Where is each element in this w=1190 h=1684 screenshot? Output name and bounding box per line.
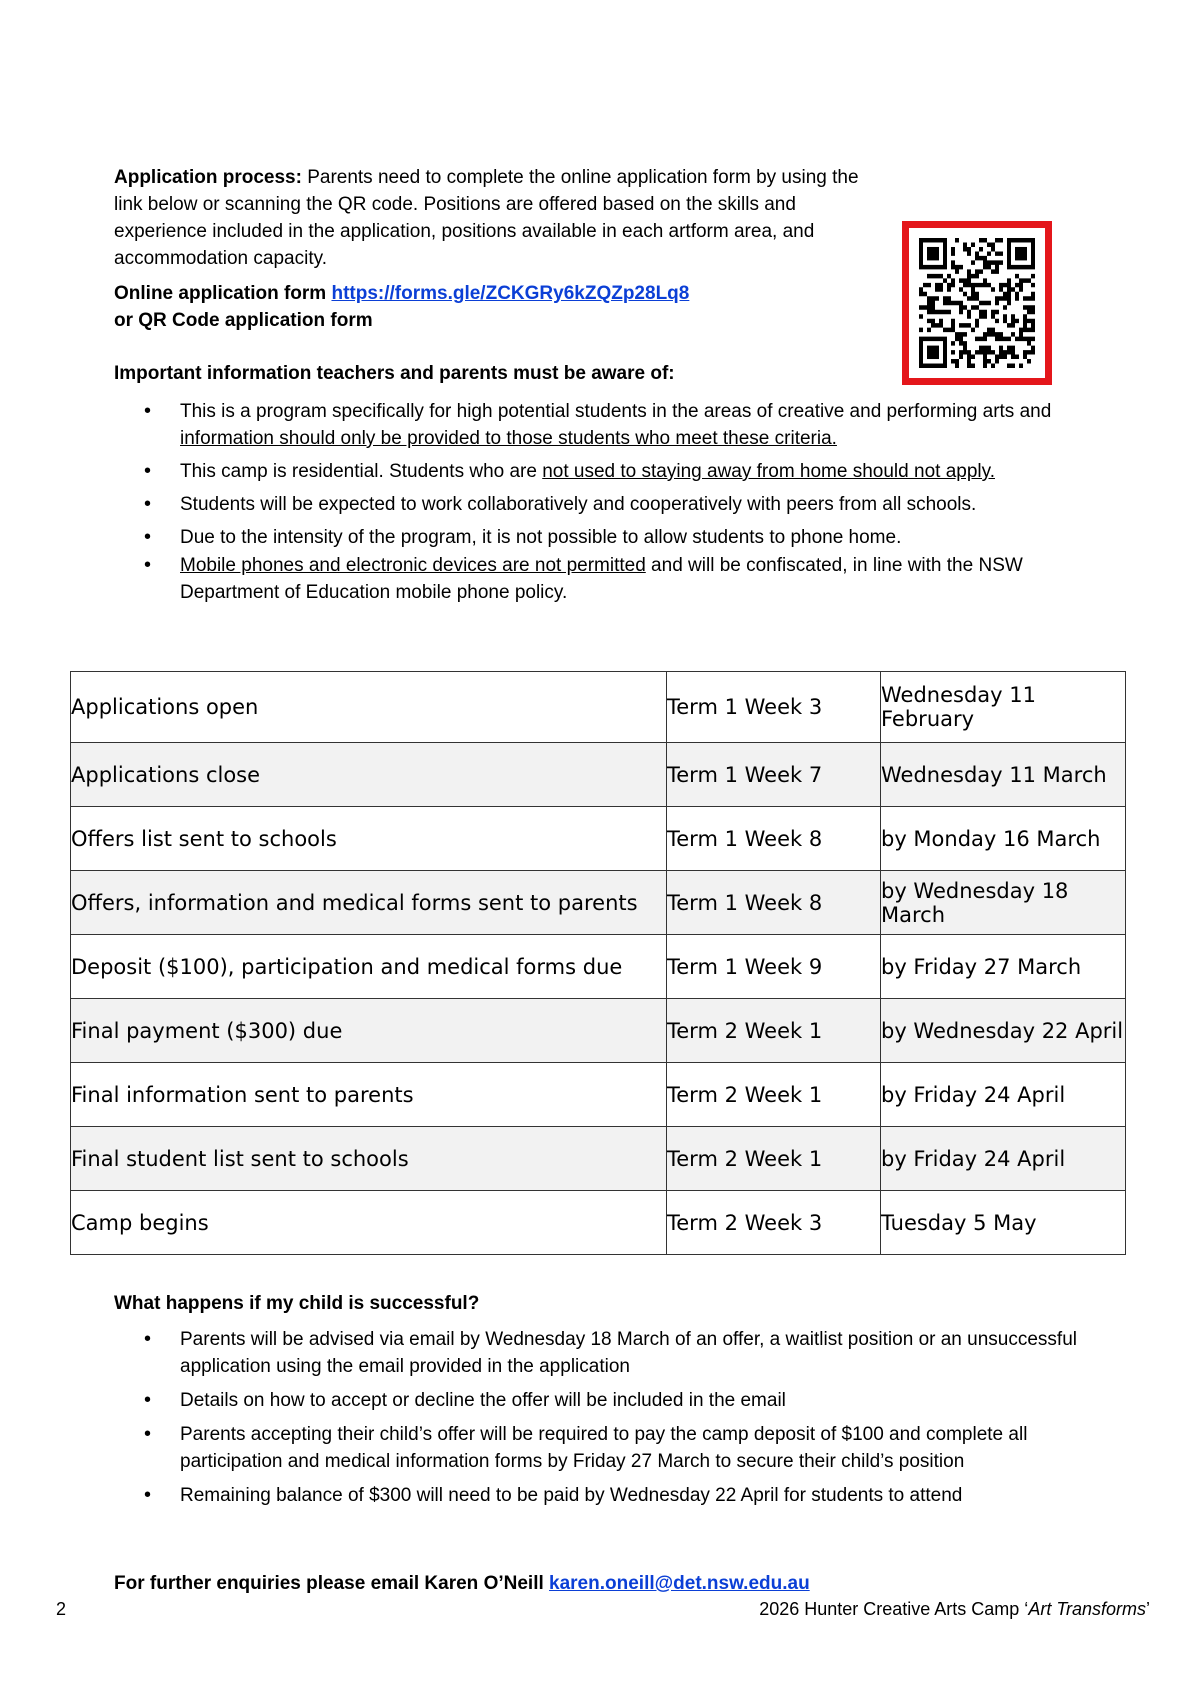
important-info-heading: Important information teachers and parents must be aware of: <box>114 363 675 384</box>
page-number: 2 <box>56 1599 67 1619</box>
schedule-term: Term 2 Week 1 <box>667 1127 881 1191</box>
item-text: This is a program specifically for high potential students in the areas of creative and performing arts and <box>180 401 1052 422</box>
online-form-link[interactable]: https://forms.gle/ZCKGRy6kZQZp28Lq8 <box>331 283 690 304</box>
schedule-date: Wednesday 11 February <box>881 672 1126 743</box>
underlined-text: information should only be provided to those students who meet these criteria. <box>180 428 837 449</box>
important-info-item <box>180 398 1100 452</box>
important-info-item <box>180 524 1100 551</box>
underlined-text: Mobile phones and electronic devices are not permitted <box>180 555 646 576</box>
application-process-paragraph <box>114 164 874 272</box>
schedule-term: Term 2 Week 1 <box>667 999 881 1063</box>
schedule-event: Final information sent to parents <box>71 1063 667 1127</box>
application-process-body: Parents need to complete the online application form by using the link below or scanning the QR code. Positions are offered based on the skills and experience included in the application, positions available in each artform area, and accommodation capacity. <box>114 167 859 269</box>
online-application-block <box>114 280 874 334</box>
schedule-term: Term 1 Week 7 <box>667 743 881 807</box>
schedule-event: Offers, information and medical forms sent to parents <box>71 871 667 935</box>
schedule-term: Term 1 Week 3 <box>667 672 881 743</box>
schedule-event: Deposit ($100), participation and medical forms due <box>71 935 667 999</box>
important-info-item <box>180 491 1100 518</box>
schedule-date: Tuesday 5 May <box>881 1191 1126 1255</box>
enquiries-line <box>114 1570 810 1597</box>
qr-code[interactable] <box>902 221 1052 385</box>
schedule-table <box>70 671 1126 1255</box>
success-info-item: • Parents will be advised via email by Wednesday 18 March of an offer, a waitlist position or an unsuccessful application using the email provided in the application <box>180 1326 1100 1380</box>
schedule-row <box>71 807 1126 871</box>
schedule-term: Term 2 Week 3 <box>667 1191 881 1255</box>
schedule-date: by Friday 24 April <box>881 1127 1126 1191</box>
important-info-item <box>180 552 1100 606</box>
enquiries-label: For further enquiries please email Karen O’Neill <box>114 1573 550 1594</box>
success-heading: What happens if my child is successful? <box>114 1293 480 1314</box>
schedule-term: Term 1 Week 9 <box>667 935 881 999</box>
schedule-date: by Wednesday 22 April <box>881 999 1126 1063</box>
schedule-date: by Monday 16 March <box>881 807 1126 871</box>
schedule-term: Term 2 Week 1 <box>667 1063 881 1127</box>
schedule-event: Offers list sent to schools <box>71 807 667 871</box>
footer-title-italic: Art Transforms <box>1028 1599 1146 1619</box>
schedule-row <box>71 672 1126 743</box>
enquiries-email-link[interactable]: karen.oneill@det.nsw.edu.au <box>549 1573 810 1594</box>
item-text: This camp is residential. Students who are <box>180 461 543 482</box>
item-text: and will be confiscated, in line with the NSW Department of Education mobile phone policy. <box>180 555 1023 603</box>
important-info-list <box>140 398 1100 612</box>
success-info-list <box>140 1326 1100 1516</box>
online-form-label: Online application form <box>114 283 332 304</box>
schedule-row <box>71 935 1126 999</box>
schedule-date: by Friday 24 April <box>881 1063 1126 1127</box>
schedule-term: Term 1 Week 8 <box>667 871 881 935</box>
schedule-row <box>71 1191 1126 1255</box>
qr-code-icon <box>919 238 1035 368</box>
footer-title <box>759 1599 1150 1620</box>
schedule-event: Applications close <box>71 743 667 807</box>
footer-title-prefix: 2026 Hunter Creative Arts Camp ‘ <box>759 1599 1029 1619</box>
schedule-event: Final payment ($300) due <box>71 999 667 1063</box>
schedule-row <box>71 871 1126 935</box>
schedule-row <box>71 1127 1126 1191</box>
footer-title-suffix: ’ <box>1146 1599 1150 1619</box>
success-info-item: • Parents accepting their child’s offer will be required to pay the camp deposit of $100 and complete all participation and medical information forms by Friday 27 March to secure their child’s position <box>180 1421 1100 1475</box>
schedule-date: by Wednesday 18 March <box>881 871 1126 935</box>
schedule-event: Final student list sent to schools <box>71 1127 667 1191</box>
schedule-row <box>71 999 1126 1063</box>
schedule-row <box>71 1063 1126 1127</box>
item-text: Due to the intensity of the program, it is not possible to allow students to phone home. <box>180 527 902 548</box>
qr-code-label: or QR Code application form <box>114 310 373 331</box>
application-process-heading: Application process: <box>114 167 302 188</box>
schedule-event: Applications open <box>71 672 667 743</box>
schedule-term: Term 1 Week 8 <box>667 807 881 871</box>
success-info-item: • Remaining balance of $300 will need to be paid by Wednesday 22 April for students to attend <box>180 1482 1100 1509</box>
schedule-event: Camp begins <box>71 1191 667 1255</box>
underlined-text: not used to staying away from home should not apply. <box>542 461 995 482</box>
schedule-date: by Friday 27 March <box>881 935 1126 999</box>
success-info-item: • Details on how to accept or decline the offer will be included in the email <box>180 1387 1100 1414</box>
schedule-date: Wednesday 11 March <box>881 743 1126 807</box>
schedule-row <box>71 743 1126 807</box>
item-text: Students will be expected to work collaboratively and cooperatively with peers from all schools. <box>180 494 977 515</box>
important-info-item <box>180 458 1100 485</box>
